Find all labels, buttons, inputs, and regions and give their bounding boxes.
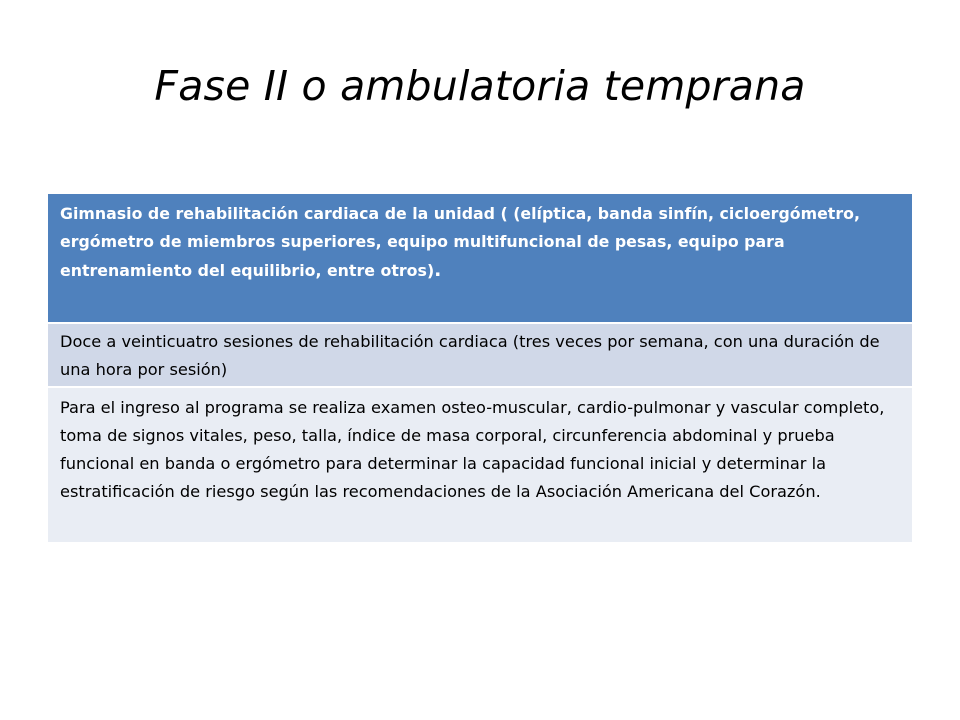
content-table (48, 194, 912, 542)
header-end: . (434, 259, 442, 281)
row-2-text: Doce a veinticuatro sesiones de rehabilitación cardiaca (tres veces por semana, con una duración de una hora por sesión) (60, 332, 880, 379)
header-text: Gimnasio de rehabilitación cardiaca de la unidad ( (elíptica, banda sinfín, cicloergómetro, ergómetro de miembros superiores, equipo multifuncional de pesas, equipo para entrenamiento del equilibrio, entre otros) (60, 204, 860, 280)
row-3-text: Para el ingreso al programa se realiza examen osteo-muscular, cardio-pulmonar y vascular completo, toma de signos vitales, peso, talla, índice de masa corporal, circunferencia abdominal y prueba funcional en banda o ergómetro para determinar la capacidad funcional inicial y determinar la estratificación de riesgo según las recomendaciones de la Asociación Americana del Corazón. (60, 398, 885, 501)
slide-title: Fase II o ambulatoria temprana (154, 62, 806, 110)
table-row (48, 386, 912, 542)
table-row (48, 322, 912, 386)
table-header-row (48, 194, 912, 322)
